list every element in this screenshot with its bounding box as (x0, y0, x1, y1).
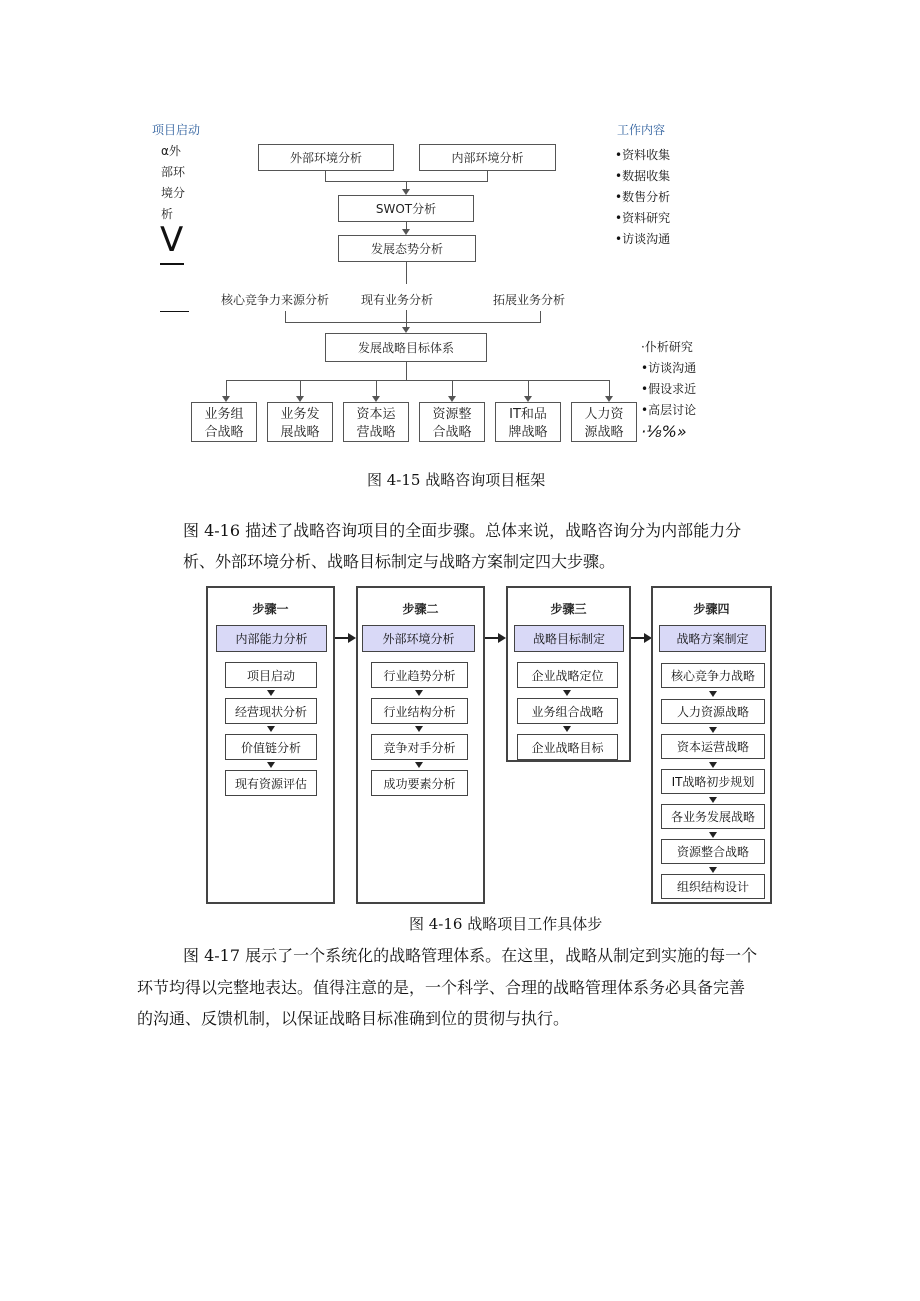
vertical-char-2: 部环 (161, 165, 186, 179)
step-4-item: 人力资源战略 (661, 699, 765, 724)
step-2-item: 行业结构分析 (371, 698, 468, 724)
step-2-highlight: 外部环境分析 (362, 625, 475, 652)
strategy-line: 牌战略 (508, 425, 548, 440)
strategy-line: 业务组 (204, 407, 244, 422)
arrow-down-icon (415, 726, 423, 732)
arrow-down-icon (267, 762, 275, 768)
step-3-head: 步骤三 (550, 602, 587, 616)
arrow-down-icon (267, 690, 275, 696)
step-3-item: 企业战略定位 (517, 662, 618, 688)
step-2-head: 步骤二 (402, 602, 439, 616)
step-1-item: 价值链分析 (225, 734, 317, 760)
step-4-item: 组织结构设计 (661, 874, 765, 899)
bullet: •资料研究 (615, 211, 671, 225)
bullet: •假设求近 (641, 382, 697, 396)
fig2-caption: 图 4-16 战略项目工作具体步 (409, 915, 603, 933)
bullet: ·⅛%» (641, 422, 687, 441)
fig1-right-label: 工作内容 (617, 123, 666, 137)
step-1-head: 步骤一 (252, 602, 289, 616)
arrow-right-icon (498, 633, 506, 643)
strategy-box-5 (495, 402, 561, 442)
arrow-down-icon (709, 832, 717, 838)
arrow-down-icon (267, 726, 275, 732)
arrow-down-icon (563, 726, 571, 732)
strategy-line: 合战略 (204, 425, 244, 440)
strategy-box-1 (191, 402, 257, 442)
strategy-line: IT和品 (509, 407, 547, 422)
strategy-box-2 (267, 402, 333, 442)
step-4-item: 资源整合战略 (661, 839, 765, 864)
step-3-item: 企业战略目标 (517, 734, 618, 760)
strategy-line: 源战略 (584, 425, 624, 440)
step-1-item: 项目启动 (225, 662, 317, 688)
label-current-business: 现有业务分析 (361, 293, 434, 307)
label-core-competence: 核心竞争力来源分析 (221, 293, 330, 307)
bullet: ·仆析研究 (641, 340, 693, 354)
fig1-right-bullets-1 (615, 145, 670, 250)
strategy-line: 资本运 (356, 407, 396, 422)
arrow-down-icon (415, 690, 423, 696)
box-internal-env: 内部环境分析 (419, 144, 556, 171)
box-swot: SWOT分析 (338, 195, 474, 222)
strategy-box-4 (419, 402, 485, 442)
strategy-line: 展战略 (280, 425, 320, 440)
step-4-item: 资本运营战略 (661, 734, 765, 759)
arrow-right-icon (348, 633, 356, 643)
arrow-down-icon (709, 727, 717, 733)
step-2-item: 竞争对手分析 (371, 734, 468, 760)
fig1-caption: 图 4-15 战略咨询项目框架 (367, 471, 546, 489)
para2-line3: 的沟通、反馈机制，以保证战略目标准确到位的贯彻与执行。 (137, 1009, 570, 1028)
step-3-highlight: 战略目标制定 (514, 625, 624, 652)
fig1-v-underline (160, 263, 184, 265)
fig1-left-vertical (161, 141, 185, 225)
vertical-char-4: 析 (161, 207, 174, 221)
fig1-right-bullets-2 (641, 337, 696, 442)
strategy-box-3 (343, 402, 409, 442)
step-4-head: 步骤四 (693, 602, 730, 616)
arrow-down-icon (709, 691, 717, 697)
arrow-down-icon (709, 762, 717, 768)
step-2-item: 成功要素分析 (371, 770, 468, 796)
strategy-line: 合战略 (432, 425, 472, 440)
para2-line2: 环节均得以完整地表达。值得注意的是，一个科学、合理的战略管理体系务必具备完善 (137, 978, 746, 997)
bullet: •高层讨论 (641, 403, 697, 417)
fig1-left-rule (160, 311, 189, 312)
bullet: •资料收集 (615, 148, 671, 162)
step-3-item: 业务组合战略 (517, 698, 618, 724)
strategy-line: 业务发 (280, 407, 320, 422)
step-1-highlight: 内部能力分析 (216, 625, 327, 652)
strategy-line: 资源整 (432, 407, 472, 422)
box-target-system: 发展战略目标体系 (325, 333, 487, 362)
step-4-item: 核心竞争力战略 (661, 663, 765, 688)
vertical-char-3: 境分 (161, 186, 186, 200)
bullet: •访谈沟通 (615, 232, 671, 246)
fig1-v-mark: V (160, 220, 184, 260)
strategy-line: 营战略 (356, 425, 396, 440)
bullet: •数据收集 (615, 169, 671, 183)
step-4-highlight: 战略方案制定 (659, 625, 766, 652)
bullet: •访谈沟通 (641, 361, 697, 375)
step-2-item: 行业趋势分析 (371, 662, 468, 688)
arrow-down-icon (709, 867, 717, 873)
box-external-env: 外部环境分析 (258, 144, 394, 171)
step-1-item: 现有资源评估 (225, 770, 317, 796)
arrow-down-icon (709, 797, 717, 803)
vertical-char-1: α外 (161, 144, 181, 158)
step-4-item: 各业务发展战略 (661, 804, 765, 829)
strategy-line: 人力资 (584, 407, 624, 422)
arrow-down-icon (415, 762, 423, 768)
para1-line1: 图 4-16 描述了战略咨询项目的全面步骤。总体来说，战略咨询分为内部能力分 (183, 521, 742, 540)
para1-line2: 析、外部环境分析、战略目标制定与战略方案制定四大步骤。 (183, 552, 616, 571)
step-4-item: IT战略初步规划 (661, 769, 765, 794)
strategy-box-6 (571, 402, 637, 442)
fig1-left-label: 项目启动 (152, 123, 201, 137)
step-1-item: 经营现状分析 (225, 698, 317, 724)
label-expand-business: 拓展业务分析 (493, 293, 566, 307)
arrow-down-icon (563, 690, 571, 696)
bullet: •数售分析 (615, 190, 671, 204)
para2-line1: 图 4-17 展示了一个系统化的战略管理体系。在这里，战略从制定到实施的每一个 (183, 946, 758, 965)
box-trend: 发展态势分析 (338, 235, 476, 262)
